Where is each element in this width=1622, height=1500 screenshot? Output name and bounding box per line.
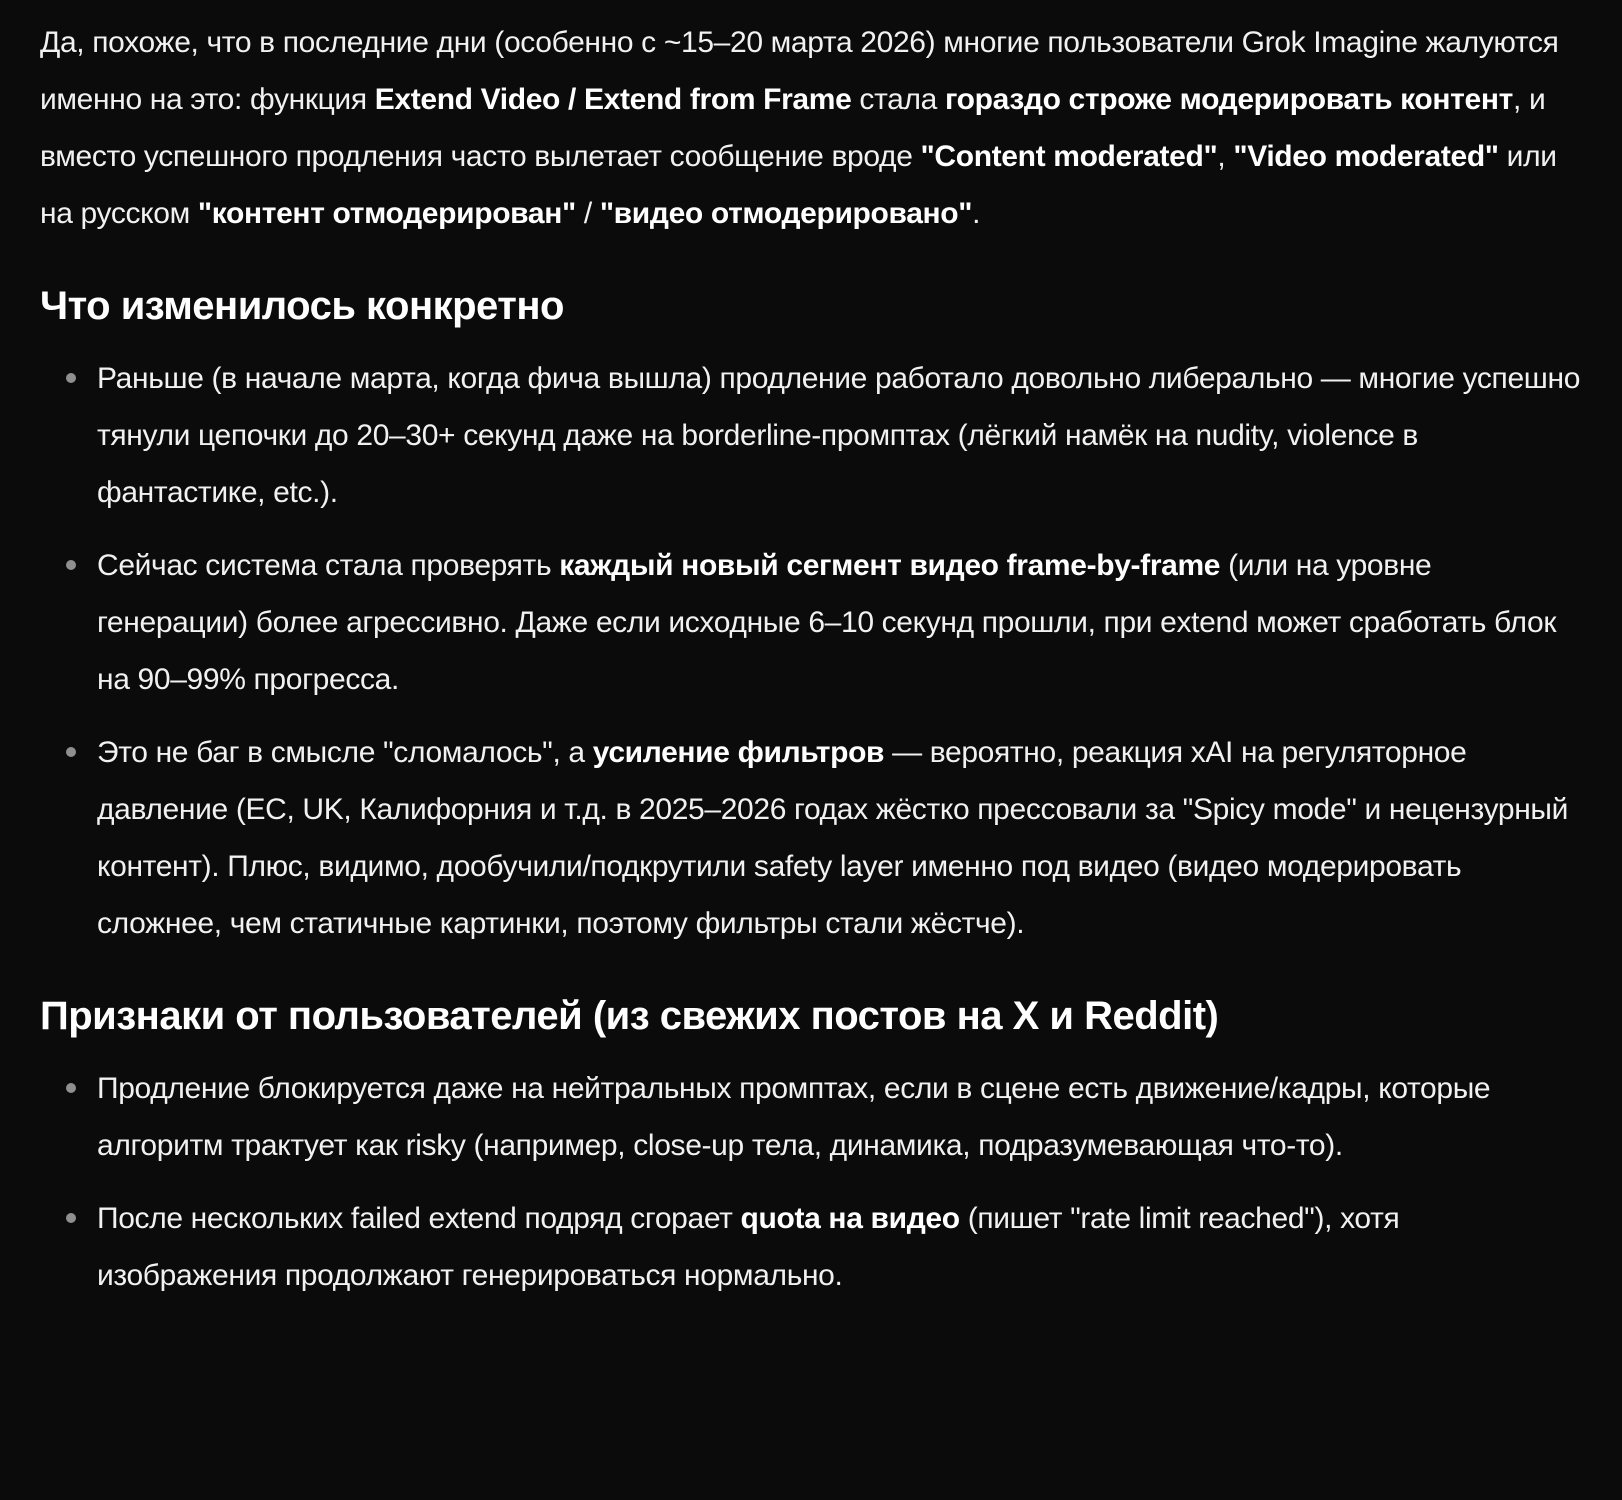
bold-text-run: каждый новый сегмент видео frame-by-frame: [559, 549, 1221, 582]
text-run: Продление блокируется даже на нейтральных промптах, если в сцене есть движение/кадры, которые алгоритм трактует как risky (например, close-up тела, динамика, подразумевающая что-то).: [97, 1072, 1491, 1162]
bullet-list-what-changed: [40, 350, 1582, 952]
list-item: [40, 1190, 1582, 1304]
text-run: (или на уровне генерации) более агрессивно. Даже если исходные 6–10 секунд прошли, при extend может сработать блок на 90–99% прогресса.: [97, 549, 1557, 696]
text-run: или на русском: [40, 140, 1557, 230]
section-heading-user-reports: Признаки от пользователей (из свежих постов на X и Reddit): [40, 994, 1219, 1038]
text-run: Раньше (в начале марта, когда фича вышла) продление работало довольно либерально — многие успешно тянули цепочки до 20–30+ секунд даже на borderline-промптах (лёгкий намёк на nudity, violence в фантастике, etc.).: [97, 362, 1581, 509]
bold-text-run: quota на видео: [740, 1202, 960, 1235]
list-item: [40, 537, 1582, 708]
text-run: /: [575, 197, 600, 230]
bold-text-run: усиление фильтров: [592, 736, 885, 769]
text-run: Сейчас система стала проверять: [97, 549, 560, 582]
bold-text-run: гораздо строже модерировать контент: [944, 83, 1513, 116]
bold-text-run: "видео отмодерировано": [599, 197, 973, 230]
section-heading-what-changed: Что изменилось конкретно: [40, 284, 564, 328]
text-run: После нескольких failed extend подряд сгорает: [97, 1202, 741, 1235]
bold-text-run: "Content moderated": [920, 140, 1218, 173]
list-item: [40, 1060, 1582, 1174]
text-run: — вероятно, реакция xAI на регуляторное давление (ЕС, UK, Калифорния и т.д. в 2025–2026 годах жёстко прессовали за "Spicy mode" и нецензурный контент). Плюс, видимо, дообучили/подкрутили safety layer именно под видео (видео модерировать сложнее, чем статичные картинки, поэтому фильтры стали жёстче).: [97, 736, 1569, 940]
text-run: стала: [851, 83, 945, 116]
bold-text-run: "контент отмодерирован": [197, 197, 576, 230]
intro-paragraph: [40, 14, 1582, 242]
text-run: , и вместо успешного продления часто вылетает сообщение вроде: [40, 83, 1546, 173]
list-item: [40, 724, 1582, 952]
bold-text-run: "Video moderated": [1233, 140, 1499, 173]
text-run: ,: [1217, 140, 1234, 173]
text-run: Да, похоже, что в последние дни (особенно с ~15–20 марта 2026) многие пользователи Grok Imagine жалуются именно на это: функция: [40, 26, 1559, 116]
bold-text-run: Extend Video / Extend from Frame: [374, 83, 852, 116]
text-run: .: [972, 197, 981, 230]
list-item: [40, 350, 1582, 521]
text-run: (пишет "rate limit reached"), хотя изображения продолжают генерироваться нормально.: [97, 1202, 1400, 1292]
text-run: Это не баг в смысле "сломалось", а: [97, 736, 593, 769]
bullet-list-user-reports: [40, 1060, 1582, 1304]
